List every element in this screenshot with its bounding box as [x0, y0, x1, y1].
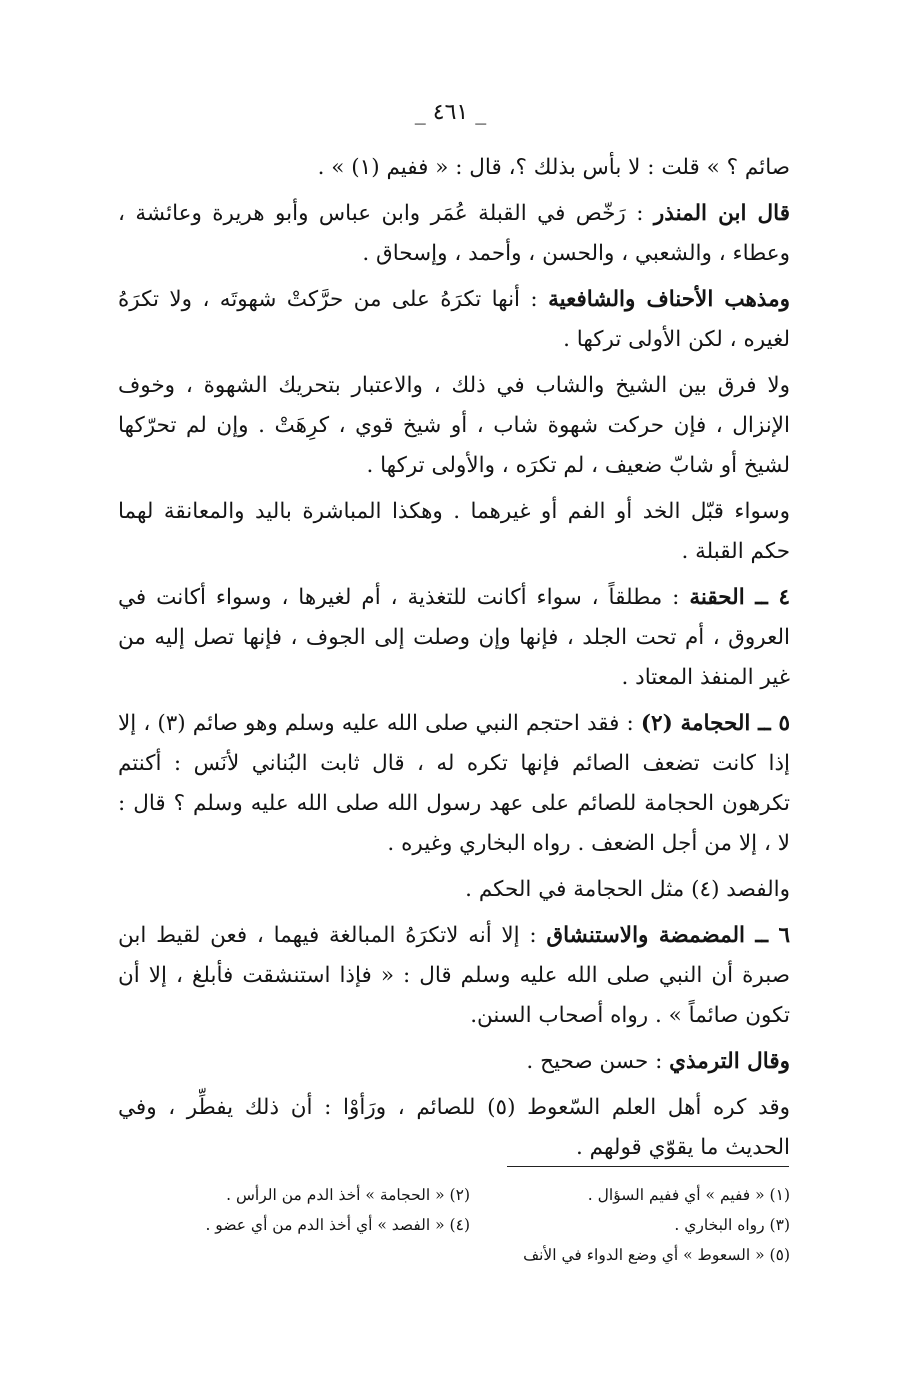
- footnote-separator: [507, 1166, 789, 1167]
- paragraph-text: والفصد (٤) مثل الحجامة في الحكم .: [465, 877, 790, 902]
- footnote-3: [490, 1210, 790, 1240]
- paragraph-7: [118, 704, 790, 864]
- footnote-text: « السعوط » أي وضع الدواء في الأنف: [523, 1246, 765, 1264]
- paragraph-text: وقد كره أهل العلم السّعوط (٥) للصائم ، ورَأوْا : أن ذلك يفطِّر ، وفي الحديث ما يقوّي قولهم .: [118, 1095, 791, 1160]
- footnote-1: [490, 1180, 790, 1210]
- paragraph-3: [118, 280, 790, 360]
- footnote-number: (٢): [449, 1186, 470, 1204]
- footnote-number: (٥): [769, 1246, 790, 1264]
- footnote-2: [110, 1180, 470, 1210]
- paragraph-9: [118, 916, 790, 1036]
- paragraph-text: : رَخّص في القبلة عُمَر وابن عباس وأبو هريرة وعائشة ، وعطاء ، والشعبي ، والحسن ، وأحمد ، وإسحاق .: [118, 201, 790, 266]
- paragraph-lead: ٦ ــ المضمضة والاستنشاق: [546, 923, 790, 948]
- paragraph-text: : أنها تكرَهُ على من حرَّكتْ شهوتَه ، ولا تكرَهُ لغيره ، لكن الأولى تركها .: [118, 287, 790, 352]
- footnote-5: [490, 1240, 790, 1270]
- paragraph-2: [118, 194, 790, 274]
- footnotes: [100, 1180, 790, 1270]
- paragraph-text: وسواء قبّل الخد أو الفم أو غيرهما . وهكذا المباشرة باليد والمعانقة لهما حكم القبلة .: [118, 499, 790, 564]
- footnote-row: [100, 1210, 790, 1240]
- paragraph-6: [118, 578, 790, 698]
- paragraph-lead: ومذهب الأحناف والشافعية: [548, 287, 790, 312]
- paragraph-5: [118, 492, 790, 572]
- footnote-4: [110, 1210, 470, 1240]
- main-text: [118, 148, 790, 1174]
- paragraph-lead: ٤ ــ الحقنة: [689, 585, 790, 610]
- paragraph-8: [118, 870, 790, 910]
- paragraph-1: [118, 148, 790, 188]
- paragraph-text: صائم ؟ » قلت : لا بأس بذلك ؟، قال : « ففيم (١) » .: [317, 155, 790, 180]
- page-number: _ ٤٦١ _: [414, 100, 487, 125]
- paragraph-text: : مطلقاً ، سواء أكانت للتغذية ، أم لغيرها ، وسواء أكانت في العروق ، أم تحت الجلد ، فإنها وإن وصلت إلى الجوف ، فإنها تصل إليه من غير المنفذ المعتاد .: [118, 585, 790, 690]
- footnote-number: (١): [769, 1186, 790, 1204]
- footnote-row: [100, 1240, 790, 1270]
- footnote-row: [100, 1180, 790, 1210]
- footnote-number: (٤): [449, 1216, 470, 1234]
- paragraph-lead: وقال الترمذي: [669, 1049, 790, 1074]
- paragraph-11: [118, 1088, 790, 1168]
- footnote-text: رواه البخاري .: [674, 1216, 765, 1234]
- footnote-number: (٣): [769, 1216, 790, 1234]
- footnote-text: « الحجامة » أخذ الدم من الرأس .: [226, 1186, 445, 1204]
- paragraph-text: : فقد احتجم النبي صلى الله عليه وسلم وهو صائم (٣) ، إلا إذا كانت تضعف الصائم فإنها تكره له ، قال ثابت البُناني لأنَس : أكنتم تكرهون الحجامة للصائم على عهد رسول الله صلى الله عليه وسلم ؟ قال : لا ، إلا من أجل الضعف . رواه البخاري وغيره .: [118, 711, 790, 856]
- paragraph-lead: ٥ ــ الحجامة (٢): [640, 711, 790, 736]
- paragraph-text: : إلا أنه لاتكرَهُ المبالغة فيهما ، فعن لقيط ابن صبرة أن النبي صلى الله عليه وسلم قال : « فإذا استنشقت فأبلغ ، إلا أن تكون صائماً » . رواه أصحاب السنن.: [118, 923, 790, 1028]
- paragraph-lead: قال ابن المنذر: [653, 201, 790, 226]
- footnote-text: « ففيم » أي ففيم السؤال .: [587, 1186, 765, 1204]
- paragraph-10: [118, 1042, 790, 1082]
- paragraph-4: [118, 366, 790, 486]
- paragraph-text: : حسن صحيح .: [526, 1049, 670, 1074]
- paragraph-text: ولا فرق بين الشيخ والشاب في ذلك ، والاعتبار بتحريك الشهوة ، وخوف الإنزال ، فإن حركت شهوة شاب ، أو شيخ قوي ، كرِهَتْ . وإن لم تحرّكها لشيخ أو شابّ ضعيف ، لم تكرَه ، والأولى تركها .: [118, 373, 790, 478]
- footnote-text: « الفصد » أي أخذ الدم من أي عضو .: [205, 1216, 445, 1234]
